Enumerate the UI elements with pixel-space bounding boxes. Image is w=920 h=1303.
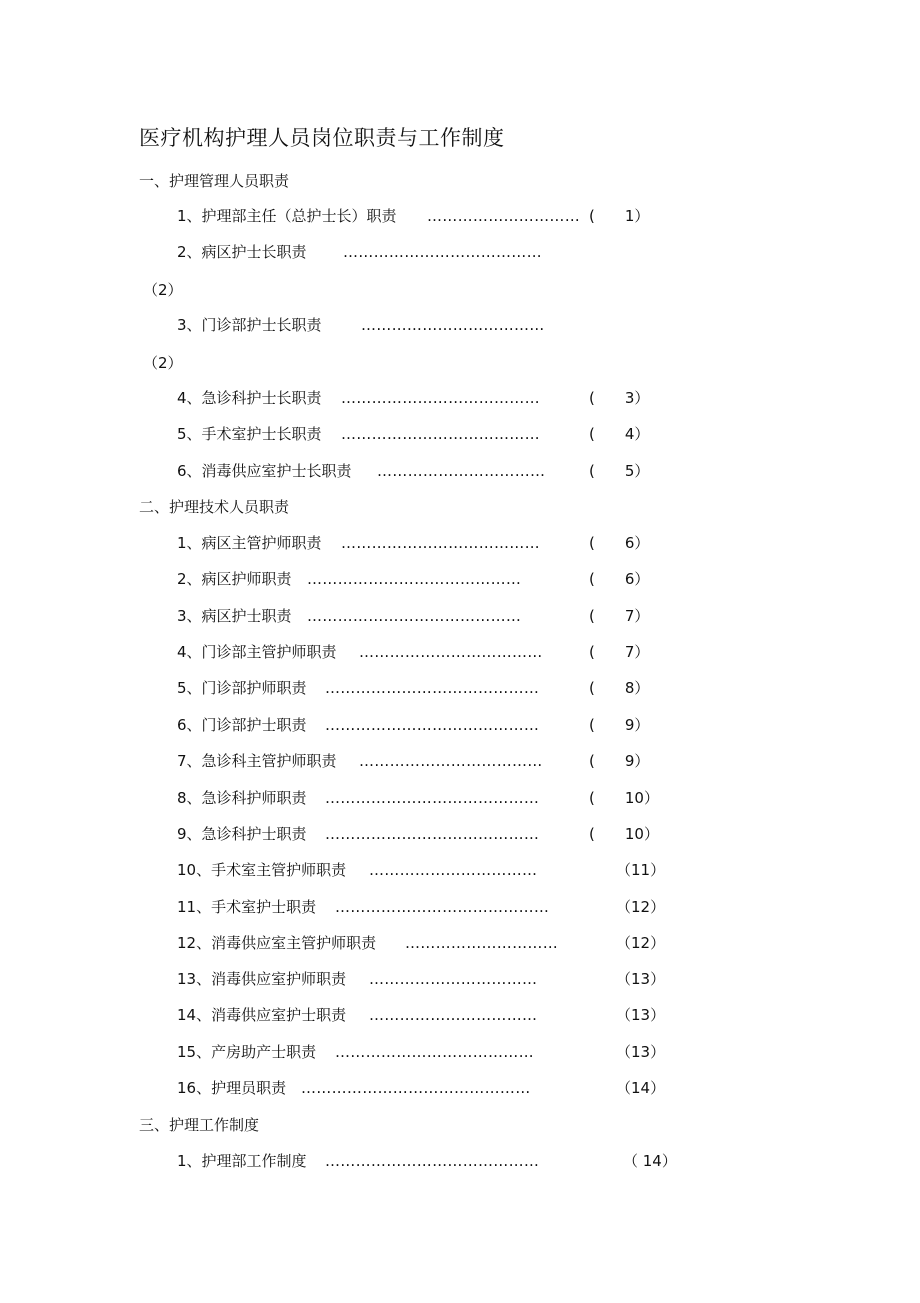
toc-page-number: （13） (616, 1006, 666, 1024)
toc-entry-label: 2、病区护师职责 (177, 570, 292, 588)
toc-leader-dots: …………………………………… (325, 825, 540, 843)
toc-entry[interactable] (177, 1078, 677, 1098)
toc-page-number: ( 8） (589, 679, 650, 697)
toc-entry-label: 6、消毒供应室护士长职责 (177, 462, 352, 480)
toc-entry[interactable] (177, 969, 677, 989)
toc-entry-label: 3、门诊部护士长职责 (177, 316, 322, 334)
toc-leader-dots: …………………………… (369, 1006, 538, 1024)
toc-page-number: ( 6） (589, 534, 650, 552)
toc-entry-label: 1、护理部工作制度 (177, 1152, 307, 1170)
toc-leader-dots: ………………………………… (341, 389, 540, 407)
toc-leader-dots: …………………………………… (307, 607, 522, 625)
toc-entry-label: 6、门诊部护士职责 (177, 716, 307, 734)
toc-entry-label: 4、门诊部主管护师职责 (177, 643, 337, 661)
toc-entry[interactable] (177, 424, 677, 444)
toc-leader-dots: ………………………………… (341, 534, 540, 552)
toc-page-number: （12） (616, 898, 666, 916)
toc-leader-dots: …………………………………… (307, 570, 522, 588)
toc-entry[interactable] (177, 242, 597, 262)
toc-page-number: （14） (616, 1079, 666, 1097)
toc-entry-label: 3、病区护士职责 (177, 607, 292, 625)
toc-page-number: （13） (616, 970, 666, 988)
toc-entry[interactable] (177, 388, 677, 408)
toc-page-number: ( 7） (589, 607, 650, 625)
toc-entry-label: 1、护理部主任（总护士长）职责 (177, 207, 397, 225)
toc-entry-label: 15、产房助产士职责 (177, 1043, 317, 1061)
toc-page-number: （11） (616, 861, 666, 879)
toc-entry[interactable] (177, 642, 677, 662)
toc-entry[interactable] (177, 824, 677, 844)
toc-entry-label: 10、手术室主管护师职责 (177, 861, 347, 879)
toc-entry[interactable] (177, 606, 677, 626)
toc-entry[interactable] (177, 933, 677, 953)
toc-page-number: ( 9） (589, 716, 650, 734)
toc-page-number: （13） (616, 1043, 666, 1061)
toc-entry[interactable] (177, 315, 597, 335)
section-heading-technical: 二、护理技术人员职责 (139, 498, 290, 516)
toc-entry-label: 11、手术室护士职责 (177, 898, 317, 916)
toc-entry[interactable] (177, 1005, 677, 1025)
toc-leader-dots: ……………………………… (361, 316, 545, 334)
toc-entry-label: 13、消毒供应室护师职责 (177, 970, 347, 988)
toc-page-number: ( 10） (589, 825, 659, 843)
toc-page-number: ( 10） (589, 789, 659, 807)
toc-page-number: ( 7） (589, 643, 650, 661)
toc-leader-dots: ………………………………… (341, 425, 540, 443)
toc-leader-dots: ………………………… (405, 934, 558, 952)
toc-page-number: ( 5） (589, 462, 650, 480)
toc-leader-dots: ………………………………… (335, 1043, 534, 1061)
toc-entry[interactable] (177, 788, 677, 808)
toc-entry[interactable] (177, 1042, 677, 1062)
section-heading-rules: 三、护理工作制度 (139, 1116, 260, 1134)
toc-leader-dots: …………………………………… (325, 1152, 540, 1170)
toc-page-number: ( 6） (589, 570, 650, 588)
toc-entry-label: 12、消毒供应室主管护师职责 (177, 934, 377, 952)
toc-entry[interactable] (177, 569, 677, 589)
toc-entry[interactable] (177, 206, 677, 226)
toc-leader-dots: …………………………………… (325, 789, 540, 807)
toc-entry-label: 1、病区主管护师职责 (177, 534, 322, 552)
toc-entry[interactable] (177, 860, 677, 880)
toc-leader-dots: ……………………………… (359, 643, 543, 661)
toc-leader-dots: …………………………… (369, 861, 538, 879)
toc-entry-label: 8、急诊科护师职责 (177, 789, 307, 807)
toc-entry-label: 16、护理员职责 (177, 1079, 287, 1097)
toc-leader-dots: …………………………… (377, 462, 546, 480)
toc-page-number: ( 9） (589, 752, 650, 770)
toc-leader-dots: ………………………… (427, 207, 580, 225)
toc-page-number: （ 14） (623, 1152, 677, 1170)
toc-entry[interactable] (177, 533, 677, 553)
toc-entry[interactable] (177, 461, 677, 481)
toc-entry-label: 9、急诊科护士职责 (177, 825, 307, 843)
toc-entry[interactable] (177, 715, 677, 735)
toc-entry-label: 7、急诊科主管护师职责 (177, 752, 337, 770)
document-title: 医疗机构护理人员岗位职责与工作制度 (139, 126, 505, 150)
toc-page-number-wrapped: （2） (143, 354, 183, 372)
toc-leader-dots: ………………………………… (343, 243, 542, 261)
toc-page-number: ( 4） (589, 425, 650, 443)
toc-leader-dots: …………………………………… (325, 716, 540, 734)
toc-leader-dots: …………………………………… (335, 898, 550, 916)
toc-entry-label: 5、门诊部护师职责 (177, 679, 307, 697)
toc-entry-label: 4、急诊科护士长职责 (177, 389, 322, 407)
toc-entry[interactable] (177, 1151, 687, 1171)
toc-leader-dots: ……………………………………… (301, 1079, 531, 1097)
toc-leader-dots: ……………………………… (359, 752, 543, 770)
toc-entry[interactable] (177, 751, 677, 771)
toc-entry[interactable] (177, 897, 677, 917)
toc-page-number: ( 1） (589, 207, 650, 225)
toc-entry-label: 2、病区护士长职责 (177, 243, 307, 261)
toc-page-number-wrapped: （2） (143, 281, 183, 299)
toc-entry[interactable] (177, 678, 677, 698)
toc-entry-label: 14、消毒供应室护士职责 (177, 1006, 347, 1024)
section-heading-management: 一、护理管理人员职责 (139, 172, 290, 190)
toc-leader-dots: …………………………………… (325, 679, 540, 697)
toc-page-number: （12） (616, 934, 666, 952)
toc-page-number: ( 3） (589, 389, 650, 407)
toc-leader-dots: …………………………… (369, 970, 538, 988)
toc-entry-label: 5、手术室护士长职责 (177, 425, 322, 443)
